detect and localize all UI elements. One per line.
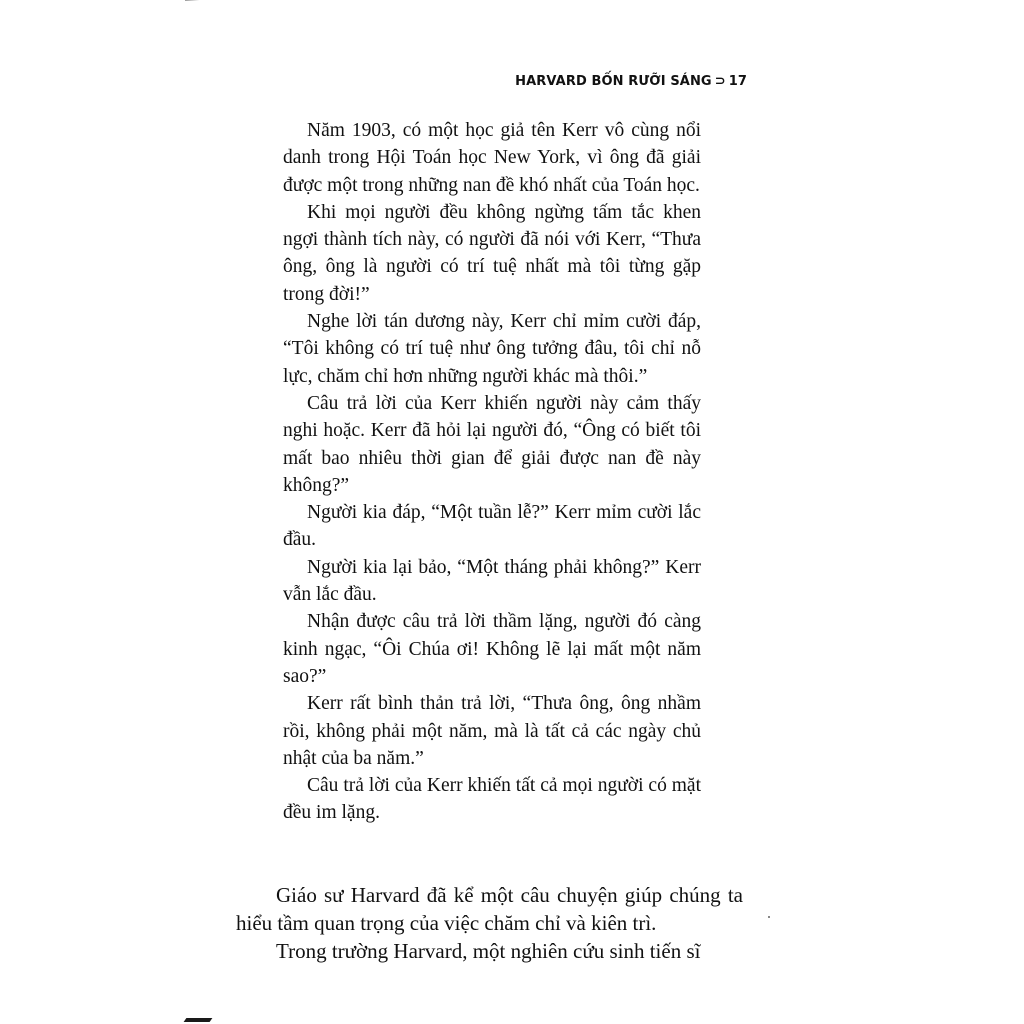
scan-edge-mark-top	[185, 0, 225, 4]
story-paragraph: Câu trả lời của Kerr khiến tất cả mọi người có mặt đều im lặng.	[283, 775, 701, 824]
header-separator-icon: ⊃	[714, 74, 726, 89]
running-header	[480, 74, 747, 89]
page-number: 17	[728, 74, 747, 89]
scan-speck	[768, 916, 770, 918]
body-paragraph: Trong trường Harvard, một nghiên cứu sinh tiến sĩ	[276, 939, 701, 963]
body-paragraph: Giáo sư Harvard đã kể một câu chuyện giúp chúng ta hiểu tầm quan trọng của việc chăm chỉ và kiên trì.	[236, 883, 743, 935]
story-paragraph: Câu trả lời của Kerr khiến người này cảm thấy nghi hoặc. Kerr đã hỏi lại người đó, “Ông có biết tôi mất bao nhiêu thời gian để giải được nan đề này không?”	[283, 392, 701, 496]
story-paragraph: Kerr rất bình thản trả lời, “Thưa ông, ông nhầm rồi, không phải một năm, mà là tất cả các ngày chủ nhật của ba năm.”	[283, 693, 701, 769]
story-paragraph: Khi mọi người đều không ngừng tấm tắc khen ngợi thành tích này, có người đã nói với Kerr, “Thưa ông, ông là người có trí tuệ nhất mà tôi từng gặp trong đời!”	[283, 201, 701, 305]
story-paragraph: Nhận được câu trả lời thầm lặng, người đó càng kinh ngạc, “Ôi Chúa ơi! Không lẽ lại mất một năm sao?”	[283, 611, 701, 687]
story-paragraph: Người kia đáp, “Một tuần lễ?” Kerr mỉm cười lắc đầu.	[283, 502, 701, 551]
story-paragraph: Người kia lại bảo, “Một tháng phải không?” Kerr vẫn lắc đầu.	[283, 556, 701, 606]
body-text-block	[236, 881, 743, 965]
running-header-title: HARVARD BỐN RƯỠI SÁNG	[515, 74, 712, 89]
story-paragraph: Năm 1903, có một học giả tên Kerr vô cùng nổi danh trong Hội Toán học New York, vì ông đã giải được một trong những nan đề khó nhất của Toán học.	[283, 120, 701, 196]
scan-edge-mark-bottom	[184, 1018, 213, 1022]
story-block	[283, 117, 701, 827]
story-paragraph: Nghe lời tán dương này, Kerr chỉ mỉm cười đáp, “Tôi không có trí tuệ như ông tưởng đâu, tôi chỉ nỗ lực, chăm chỉ hơn những người khác mà thôi.”	[283, 311, 701, 387]
